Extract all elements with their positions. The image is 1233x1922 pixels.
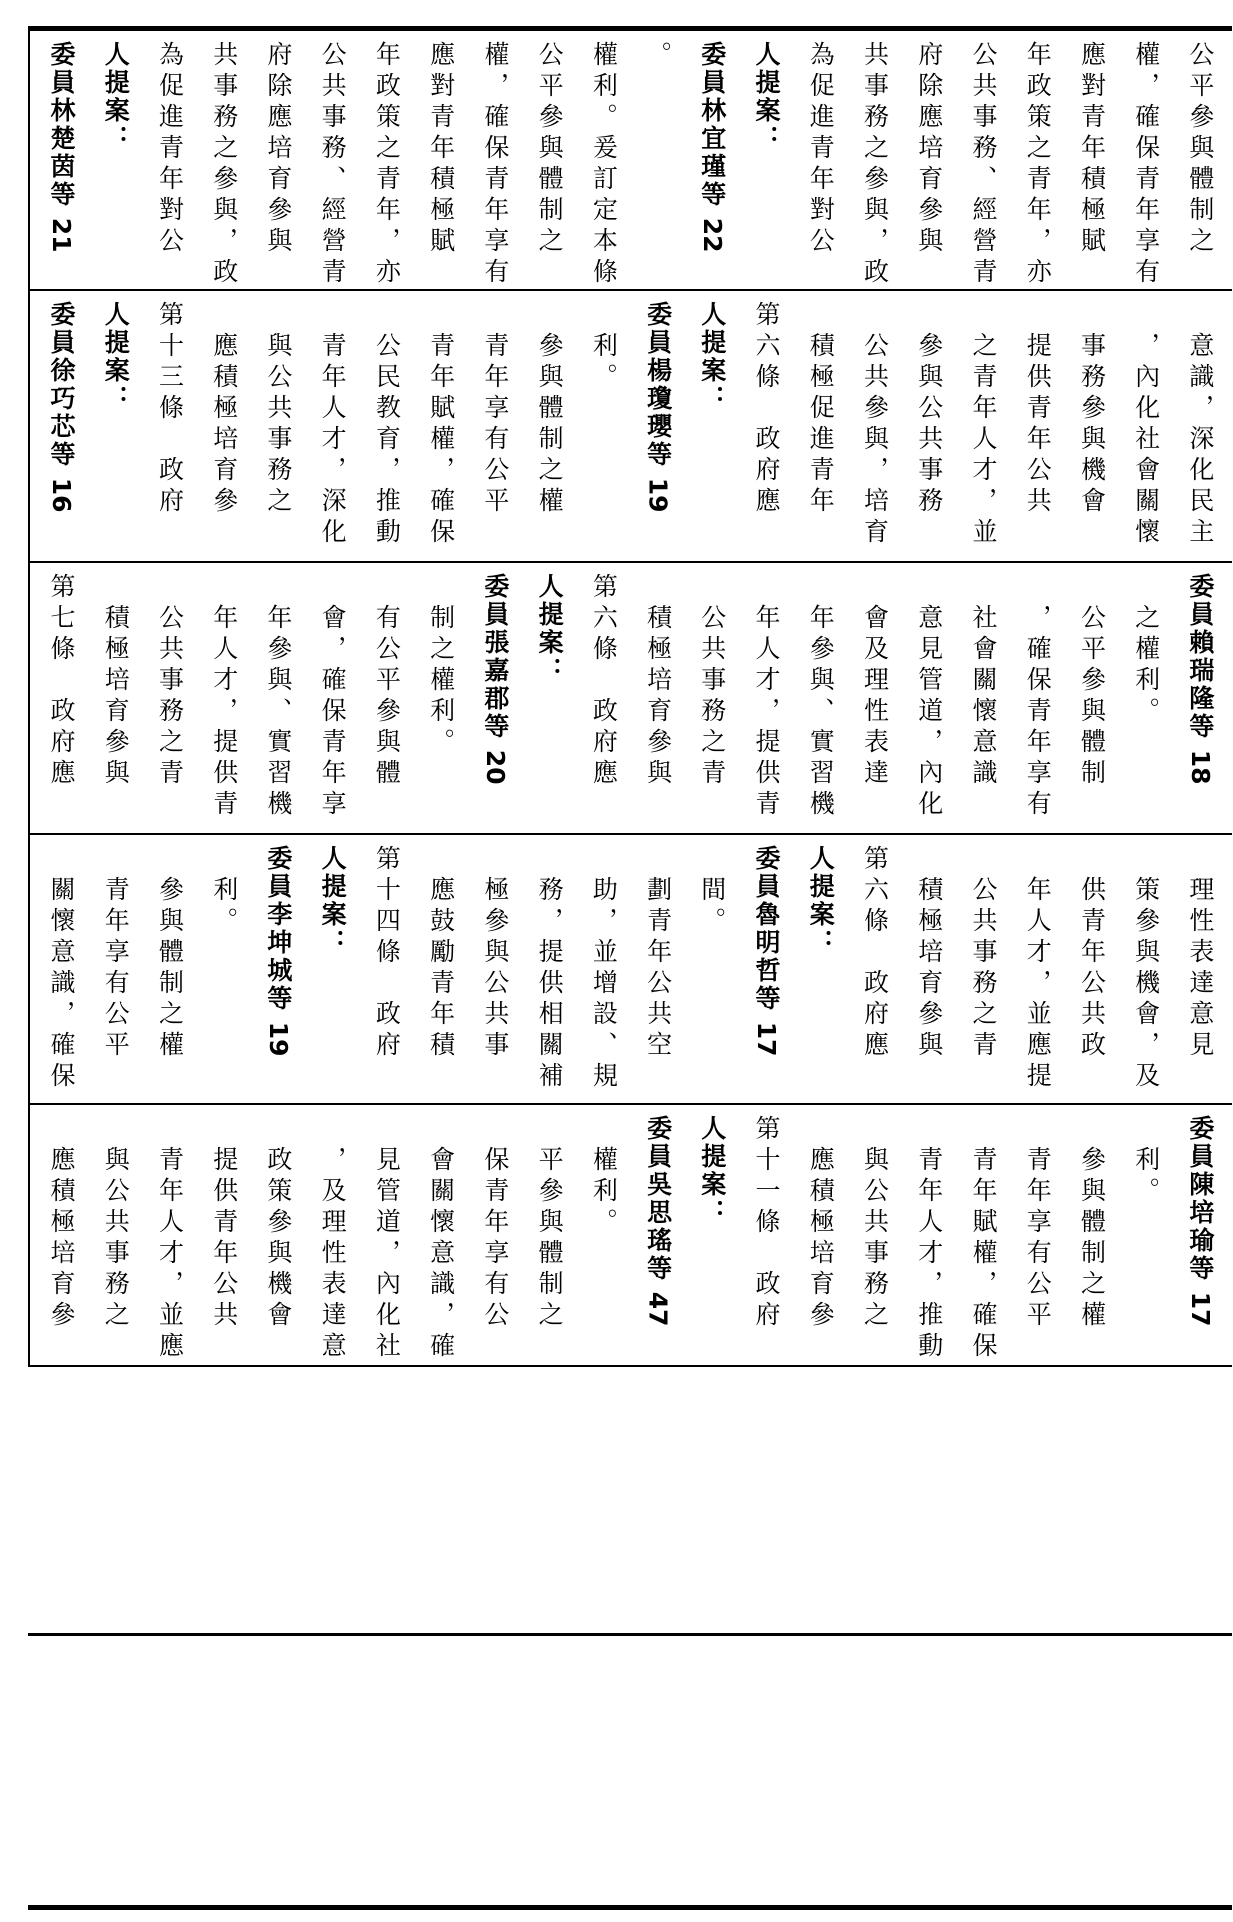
cell-row-5 [28,1105,1232,1363]
text-line [146,301,192,557]
text-line [526,1115,572,1359]
text-line [797,573,843,829]
line-text: 第六條 政府應 [589,573,619,790]
text-line [1014,301,1060,557]
text-line [38,1115,84,1359]
proposer-count: 17 [752,1013,782,1057]
text-line [852,845,898,1099]
line-text: 公共事務、經營青 [968,41,998,289]
proposer-count: 17 [1185,1283,1215,1327]
line-text: 積極促進青年 [806,301,836,518]
cell-row-3 [28,563,1232,835]
text-line [418,301,464,557]
cell-row-4 [28,835,1232,1105]
text-line [743,1115,789,1359]
line-text: 與公共事務之 [101,1115,131,1332]
line-text: 與公共事務之 [263,301,293,518]
text-line [363,845,409,1099]
text-line [1014,845,1060,1099]
text-line [906,573,952,829]
text-line [146,845,192,1099]
line-text: 關懷意識，確保 [47,845,76,1093]
text-line [146,573,192,829]
line-text: 第六條 政府應 [752,301,782,518]
text-line [852,301,898,557]
text-line [526,41,572,285]
line-text: 為促進青年對公 [155,41,185,258]
proposer-heading [1177,573,1223,829]
text-line [38,573,84,829]
line-text: 積極培育參與 [101,573,131,790]
text-line [1177,41,1223,285]
text-line [1068,301,1114,557]
line-text: 青年人才，推動 [914,1115,944,1363]
line-text: 事務參與機會 [1077,301,1107,518]
text-line [1014,1115,1060,1359]
line-text: 青年享有公平 [1023,1115,1053,1332]
proposer-heading [38,41,84,285]
line-text: ，內化社會關懷 [1131,301,1161,549]
line-text: 青年享有公平 [480,301,510,518]
text-line [1123,41,1169,289]
text-line [906,301,952,557]
line-text: 公共參與，培育 [860,301,890,549]
line-text: 積極培育參與 [643,573,673,790]
line-text: 權利。爰訂定本條 [589,41,619,289]
line-text: ，及理性表達意 [318,1115,348,1363]
text-line [852,41,898,289]
text-line [580,41,626,289]
line-text: 之青年人才，並 [968,301,998,549]
text-line [363,41,409,289]
line-text: 保青年享有公 [480,1115,510,1332]
line-text: 府除應培育參與 [263,41,293,258]
text-line [689,573,735,829]
text-line [743,573,789,829]
line-text: 極參與公共事 [480,845,510,1062]
line-text: 公共事務、經營青 [318,41,348,289]
text-line [797,1115,843,1359]
line-text: 參與公共事務 [914,301,944,518]
text-line [201,573,247,829]
text-line [1068,1115,1114,1359]
text-line [1123,301,1169,557]
proposer-count: 21 [47,209,76,253]
proposer-heading [526,573,572,829]
proposer-count: 19 [263,1013,293,1057]
line-text: 利。 [209,845,239,938]
text-line [255,1115,301,1359]
line-text: 府除應培育參與 [914,41,944,258]
line-text: 委員陳培瑜等 [1185,1115,1215,1283]
line-text: 權，確保青年享有 [480,41,510,289]
text-line [526,301,572,557]
line-text: 供青年公共政 [1077,845,1107,1062]
text-line [689,845,735,1099]
text-line [580,1115,626,1359]
text-line [906,1115,952,1363]
line-text: 政策參與機會 [263,1115,293,1332]
text-line [472,1115,518,1359]
proposer-heading [635,301,681,557]
line-text: 年人才，提供青 [752,573,782,821]
line-text: 共事務之參與，政 [209,41,239,289]
line-text: 應積極培育參 [47,1115,76,1332]
text-line [38,845,84,1099]
text-line [418,1115,464,1363]
line-text: 參與體制之權 [155,845,185,1062]
text-line [743,301,789,557]
text-line [255,301,301,557]
proposer-heading [255,845,301,1099]
cell-row-2 [28,291,1232,563]
text-line [1123,845,1169,1099]
text-line [201,1115,247,1359]
text-line [960,1115,1006,1363]
text-line [797,301,843,557]
line-text: 利。 [589,301,619,394]
proposer-heading [743,845,789,1099]
line-text: 提供青年公共 [209,1115,239,1332]
line-text: 應積極培育參 [209,301,239,518]
line-text: ，確保青年享有 [1023,573,1053,821]
proposer-heading [689,41,735,285]
text-line [1014,41,1060,289]
text-line [1123,1115,1169,1359]
line-text: 提供青年公共 [1023,301,1053,518]
line-text: 公共事務之青 [968,845,998,1062]
text-line [255,573,301,829]
line-text: 劃青年公共空 [643,845,673,1062]
text-line [960,301,1006,557]
text-line [1123,573,1169,829]
line-text: 青年賦權，確保 [426,301,456,549]
line-text: 委員林楚茵等 [47,41,76,209]
line-text: 委員李坤城等 [263,845,293,1013]
line-text: 為促進青年對公 [806,41,836,258]
line-text: 人提案： [752,41,782,153]
line-text: 參與體制之權 [535,301,565,518]
proposer-count: 22 [697,209,727,253]
line-text: 有公平參與體 [372,573,402,790]
line-text: 委員林宜瑾等 [697,41,727,209]
line-text: 權，確保青年享有 [1131,41,1161,289]
text-line [906,845,952,1099]
line-text: 務，提供相關補 [535,845,565,1093]
text-line [960,845,1006,1099]
text-line [309,41,355,289]
line-text: 委員徐巧芯等 [47,301,76,469]
line-text: 公平參與體制之 [535,41,565,258]
line-text: 意識，深化民主 [1185,301,1215,549]
line-text: 青年人才，並應 [155,1115,185,1363]
text-line [852,1115,898,1359]
line-text: 平參與體制之 [535,1115,565,1332]
line-text: 人提案： [535,573,565,685]
text-line [1068,573,1114,829]
line-text: 與公共事務之 [860,1115,890,1332]
text-line [201,845,247,1099]
text-line [309,301,355,557]
text-line [472,845,518,1099]
line-text: 公共事務之青 [155,573,185,790]
proposer-heading [92,41,138,285]
line-text: 青年享有公平 [101,845,131,1062]
line-text: 青年賦權，確保 [968,1115,998,1363]
text-line [580,845,626,1099]
proposer-heading [472,573,518,829]
line-text: 委員張嘉郡等 [480,573,510,741]
proposer-heading [92,301,138,557]
line-text: 會及理性表達 [860,573,890,790]
line-text: 委員楊瓊瓔等 [643,301,673,469]
line-text: 利。 [1131,1115,1161,1208]
proposer-count: 16 [47,469,76,513]
text-line [635,845,681,1099]
line-text: 委員魯明哲等 [752,845,782,1013]
proposer-count: 18 [1185,741,1215,785]
text-line [635,41,681,285]
text-line [418,845,464,1099]
text-line [635,573,681,829]
line-text: 委員吳思瑤等 [643,1115,673,1283]
line-text: 第六條 政府應 [860,845,890,1062]
line-text: 會關懷意識，確 [426,1115,456,1363]
line-text: 年政策之青年，亦 [372,41,402,289]
text-line [309,1115,355,1363]
line-text: 意見管道，內化 [914,573,944,821]
line-text: 應鼓勵青年積 [426,845,456,1062]
text-line [472,41,518,289]
line-text: 應對青年積極賦 [1077,41,1107,258]
text-line [363,301,409,557]
text-line [146,1115,192,1363]
text-line [797,41,843,285]
line-text: 間。 [697,845,727,938]
proposer-heading [38,301,84,557]
cell-row-1 [28,31,1232,291]
line-text: 第七條 政府應 [47,573,76,790]
proposer-count: 19 [643,469,673,513]
line-text: 助，並增設、規 [589,845,619,1093]
text-line [580,573,626,829]
proposer-heading [635,1115,681,1359]
text-line [92,845,138,1099]
proposer-count: 47 [643,1283,673,1327]
line-text: 年人才，提供青 [209,573,239,821]
proposer-heading [689,1115,735,1359]
line-text: 年參與、實習機 [263,573,293,821]
line-text: 人提案： [101,301,131,413]
text-line [309,573,355,829]
line-text: 積極培育參與 [914,845,944,1062]
text-line [580,301,626,557]
line-text: 會，確保青年享 [318,573,348,821]
line-text: 策參與機會，及 [1131,845,1161,1093]
text-line [526,845,572,1099]
line-text: 委員賴瑞隆等 [1185,573,1215,741]
middle-rule [28,1633,1232,1636]
line-text: 人提案： [806,845,836,957]
text-line [92,573,138,829]
proposer-heading [689,301,735,557]
line-text: 第十一條 政府 [752,1115,782,1332]
line-text: 公平參與體制 [1077,573,1107,790]
line-text: 青年人才，深化 [318,301,348,549]
proposer-heading [797,845,843,1099]
line-text: 。 [643,41,673,72]
proposer-heading [743,41,789,285]
line-text: 年政策之青年，亦 [1023,41,1053,289]
text-line [960,573,1006,829]
line-text: 理性表達意見 [1185,845,1215,1062]
line-text: 公平參與體制之 [1185,41,1215,258]
line-text: 權利。 [589,1115,619,1239]
text-line [201,301,247,557]
proposer-count: 20 [480,741,510,785]
line-text: 見管道，內化社 [372,1115,402,1363]
text-line [1177,301,1223,557]
line-text: 參與體制之權 [1077,1115,1107,1332]
line-text: 人提案： [101,41,131,153]
line-text: 人提案： [697,301,727,413]
proposer-heading [309,845,355,1099]
line-text: 第十四條 政府 [372,845,402,1062]
text-line [363,1115,409,1363]
text-line [852,573,898,829]
text-line [418,41,464,285]
bottom-rule [28,1905,1232,1910]
text-line [201,41,247,289]
text-line [92,1115,138,1359]
line-text: 共事務之參與，政 [860,41,890,289]
text-line [418,573,464,829]
line-text: 第十三條 政府 [155,301,185,518]
text-line [1068,845,1114,1099]
text-line [906,41,952,285]
proposer-heading [1177,1115,1223,1359]
line-text: 之權利。 [1131,573,1161,728]
text-line [1068,41,1114,285]
text-line [146,41,192,285]
text-line [960,41,1006,289]
line-text: 公共事務之青 [697,573,727,790]
line-text: 社會關懷意識 [968,573,998,790]
line-text: 人提案： [318,845,348,957]
text-line [472,301,518,557]
line-text: 年人才，並應提 [1023,845,1053,1093]
line-text: 公民教育，推動 [372,301,402,549]
cell-bottom-rule [28,1365,1232,1367]
text-line [255,41,301,285]
text-line [1014,573,1060,829]
text-line [1177,845,1223,1099]
line-text: 人提案： [697,1115,727,1227]
line-text: 應對青年積極賦 [426,41,456,258]
line-text: 制之權利。 [426,573,456,759]
line-text: 年參與、實習機 [806,573,836,821]
text-line [363,573,409,829]
line-text: 應積極培育參 [806,1115,836,1332]
